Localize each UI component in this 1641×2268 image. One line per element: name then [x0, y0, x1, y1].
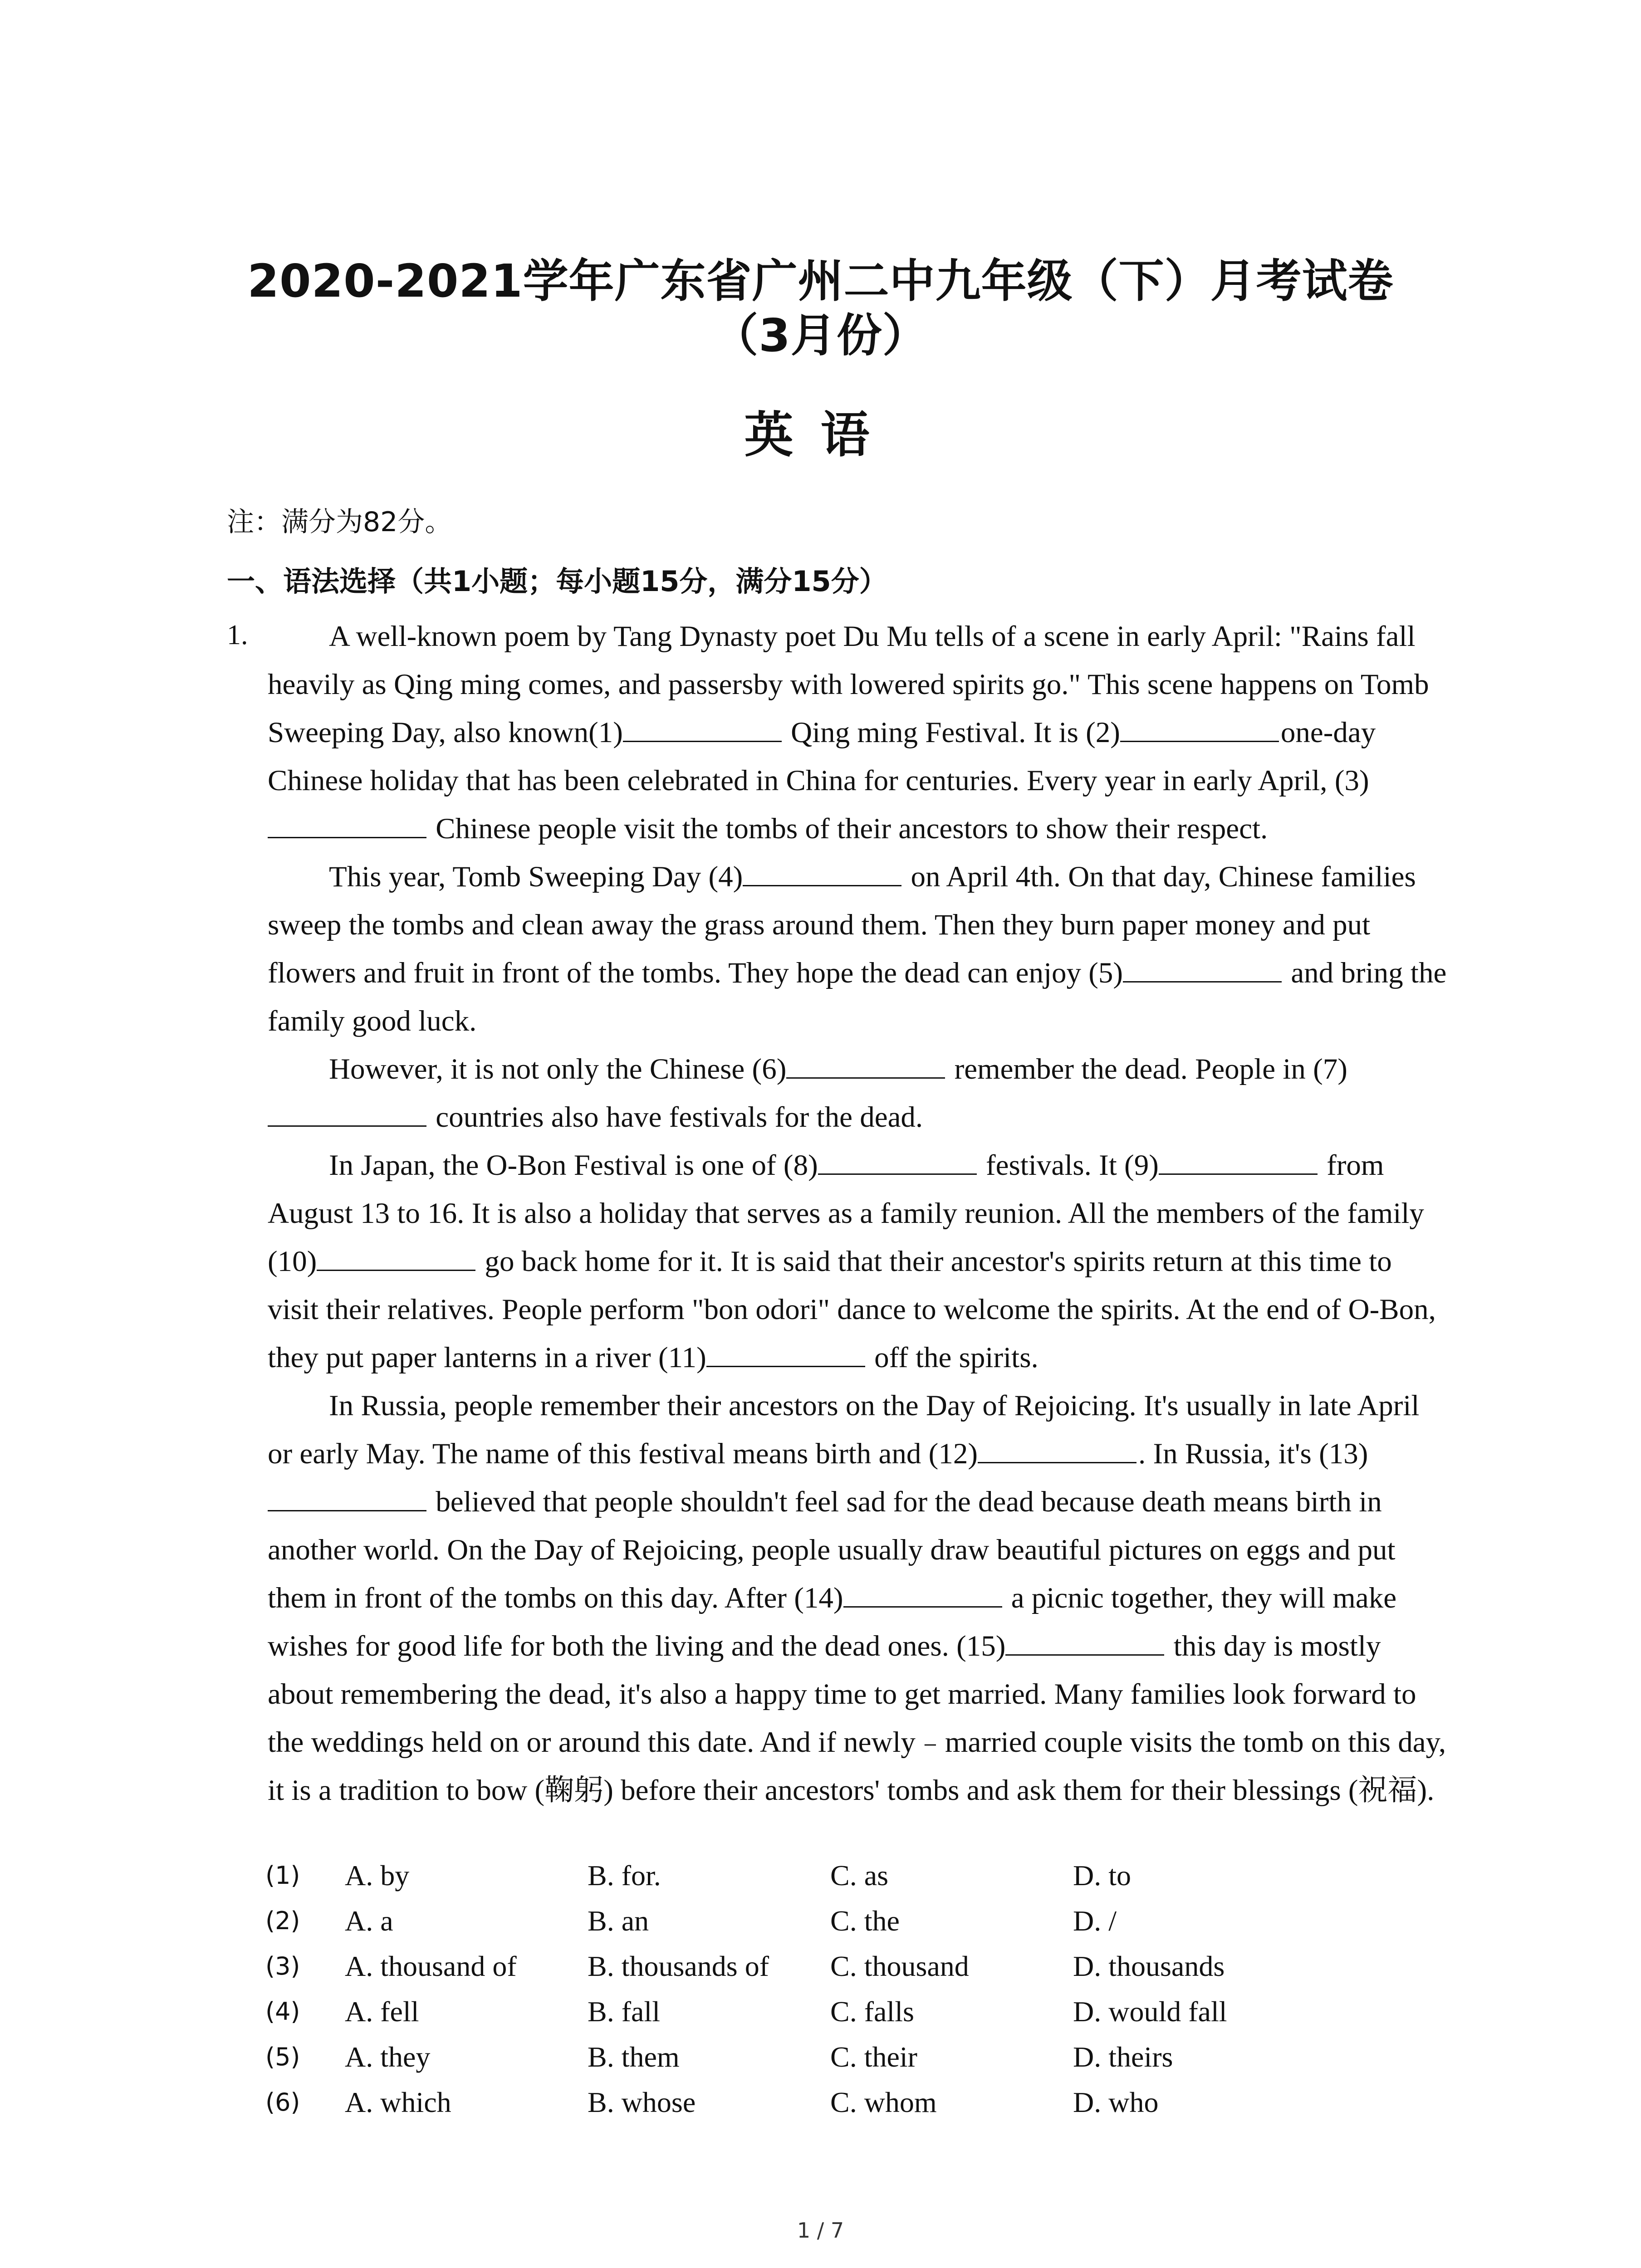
passage-text: and bring the family good luck. [268, 957, 1447, 1037]
exam-title-month: （3月份） [713, 309, 928, 362]
answer-blank[interactable] [1159, 1145, 1318, 1175]
passage-text: Chinese people visit the tombs of their ancestors to show their respect. [428, 812, 1268, 845]
reading-passage [268, 612, 1447, 1814]
blank-number: (13) [1319, 1437, 1368, 1470]
passage-paragraph [268, 1141, 1447, 1382]
option-choice-b[interactable]: B. whose [588, 2086, 696, 2118]
passage-text: However, it is not only the Chinese [329, 1053, 752, 1085]
option-number: (5) [265, 2043, 300, 2071]
option-row [227, 1898, 1406, 1944]
passage-text: A well-known poem by Tang Dynasty poet Du Mu tells of a scene in early April: "Rains fall heavily as Qing ming comes, and passersby with lowered spirits go." This scene happens on Tomb Sweeping Day, also known [268, 620, 1429, 749]
passage-text: from August 13 to 16. It is also a holiday that serves as a family reunion. All the members of the family [268, 1149, 1424, 1230]
blank-number: (8) [783, 1149, 818, 1182]
option-choice-b[interactable]: B. thousands of [588, 1950, 769, 1982]
passage-text: This year, Tomb Sweeping Day [329, 860, 709, 893]
option-row [227, 1989, 1406, 2034]
blank-number: (15) [956, 1630, 1006, 1662]
passage-text: Qing ming Festival. It is [783, 716, 1086, 749]
answer-blank[interactable] [1120, 713, 1279, 742]
option-choice-d[interactable]: D. thousands [1073, 1950, 1225, 1982]
option-row [227, 2034, 1406, 2080]
passage-text: a picnic together, they will make wishes for good life for both the living and the dead ones. [268, 1582, 1397, 1662]
blank-number: (6) [752, 1053, 787, 1085]
passage-paragraph [268, 1045, 1447, 1141]
option-choice-a[interactable]: A. fell [345, 1995, 419, 2028]
option-choice-a[interactable]: A. thousand of [345, 1950, 517, 1982]
score-note: 注：满分为82分。 [227, 506, 452, 538]
blank-number: (10) [268, 1245, 317, 1278]
option-row [227, 1944, 1406, 1989]
blank-number: (4) [708, 860, 743, 893]
option-choice-d[interactable]: D. / [1073, 1905, 1117, 1937]
passage-text: off the spirits. [867, 1341, 1038, 1374]
answer-blank[interactable] [818, 1145, 977, 1175]
question-number: 1. [227, 620, 248, 650]
option-row [227, 2080, 1406, 2125]
option-choice-d[interactable]: D. who [1073, 2086, 1159, 2118]
passage-text: In Russia, people remember their ancestors on the Day of Rejoicing. It's usually in late April or early May. The name of this festival means birth and [268, 1389, 1420, 1470]
blank-number: (2) [1086, 716, 1120, 749]
blank-number: (9) [1124, 1149, 1159, 1182]
blank-number: (1) [588, 716, 623, 749]
option-choice-c[interactable]: C. the [830, 1905, 900, 1937]
option-choice-c[interactable]: C. as [830, 1859, 888, 1892]
option-choice-c[interactable]: C. their [830, 2041, 917, 2073]
answer-blank[interactable] [978, 1434, 1136, 1463]
option-choice-a[interactable]: A. which [345, 2086, 451, 2118]
blank-number: (7) [1313, 1053, 1347, 1085]
passage-text: go back home for it. It is said that their ancestor's spirits return at this time to visit their relatives. People perform "bon odori" dance to welcome the spirits. At the end of O-Bon, they put paper lanterns in a river [268, 1245, 1436, 1374]
option-choice-c[interactable]: C. thousand [830, 1950, 969, 1982]
option-choice-a[interactable]: A. they [345, 2041, 431, 2073]
option-number: (3) [265, 1952, 300, 1980]
answer-blank[interactable] [268, 1097, 426, 1127]
passage-paragraph [268, 612, 1447, 853]
passage-text: remember the dead. People in [947, 1053, 1313, 1085]
passage-paragraph [268, 853, 1447, 1045]
passage-text: one-day Chinese holiday that has been celebrated in China for centuries. Every year in early April, [268, 716, 1376, 797]
answer-blank[interactable] [706, 1338, 865, 1367]
answer-options [227, 1853, 1406, 2125]
option-choice-b[interactable]: B. fall [588, 1995, 660, 2028]
option-number: (2) [265, 1906, 300, 1935]
answer-blank[interactable] [317, 1242, 475, 1271]
option-choice-a[interactable]: A. a [345, 1905, 393, 1937]
blank-number: (12) [928, 1437, 978, 1470]
passage-text: countries also have festivals for the dead. [428, 1101, 923, 1134]
passage-text: on April 4th. On that day, Chinese families sweep the tombs and clean away the grass around them. Then they burn paper money and put flowers and fruit in front of the tombs. They hope the dead can enjoy [268, 860, 1416, 989]
blank-number: (5) [1088, 957, 1123, 989]
option-choice-b[interactable]: B. them [588, 2041, 680, 2073]
subject-heading: 英语 [744, 407, 897, 464]
page-number: 1 / 7 [797, 2218, 844, 2243]
option-choice-d[interactable]: D. to [1073, 1859, 1131, 1892]
section-heading: 一、语法选择（共1小题；每小题15分，满分15分） [227, 565, 887, 598]
answer-blank[interactable] [843, 1578, 1002, 1608]
answer-blank[interactable] [786, 1049, 945, 1079]
option-row [227, 1853, 1406, 1898]
option-choice-b[interactable]: B. an [588, 1905, 649, 1937]
option-choice-a[interactable]: A. by [345, 1859, 410, 1892]
answer-blank[interactable] [268, 809, 426, 838]
blank-number: (14) [794, 1582, 843, 1614]
passage-text: this day is mostly about remembering the dead, it's also a happy time to get married. Many families look forward to the weddings held on or around this date. And if newly﹣married couple visits the tomb on this day, it is a tradition to bow (鞠躬) before their ancestors' tombs and ask them for their blessings (祝福). [268, 1630, 1446, 1807]
blank-number: (11) [658, 1341, 706, 1374]
option-choice-c[interactable]: C. whom [830, 2086, 937, 2118]
option-choice-d[interactable]: D. would fall [1073, 1995, 1227, 2028]
blank-number: (3) [1334, 764, 1369, 797]
answer-blank[interactable] [623, 713, 782, 742]
option-number: (1) [265, 1861, 300, 1890]
answer-blank[interactable] [268, 1482, 426, 1511]
option-choice-d[interactable]: D. theirs [1073, 2041, 1173, 2073]
exam-title: 2020-2021学年广东省广州二中九年级（下）月考试卷 [247, 254, 1394, 308]
answer-blank[interactable] [1005, 1626, 1164, 1656]
option-number: (4) [265, 1997, 300, 2026]
passage-text: festivals. It [978, 1149, 1125, 1182]
answer-blank[interactable] [1123, 953, 1282, 982]
option-choice-c[interactable]: C. falls [830, 1995, 914, 2028]
option-choice-b[interactable]: B. for. [588, 1859, 661, 1892]
passage-text: believed that people shouldn't feel sad for the dead because death means birth in another world. On the Day of Rejoicing, people usually draw beautiful pictures on eggs and put them in front of the tombs on this day. After [268, 1486, 1396, 1614]
passage-paragraph [268, 1382, 1447, 1814]
passage-text: . In Russia, it's [1138, 1437, 1319, 1470]
option-number: (6) [265, 2088, 300, 2116]
passage-text: In Japan, the O-Bon Festival is one of [329, 1149, 784, 1182]
answer-blank[interactable] [743, 857, 901, 886]
